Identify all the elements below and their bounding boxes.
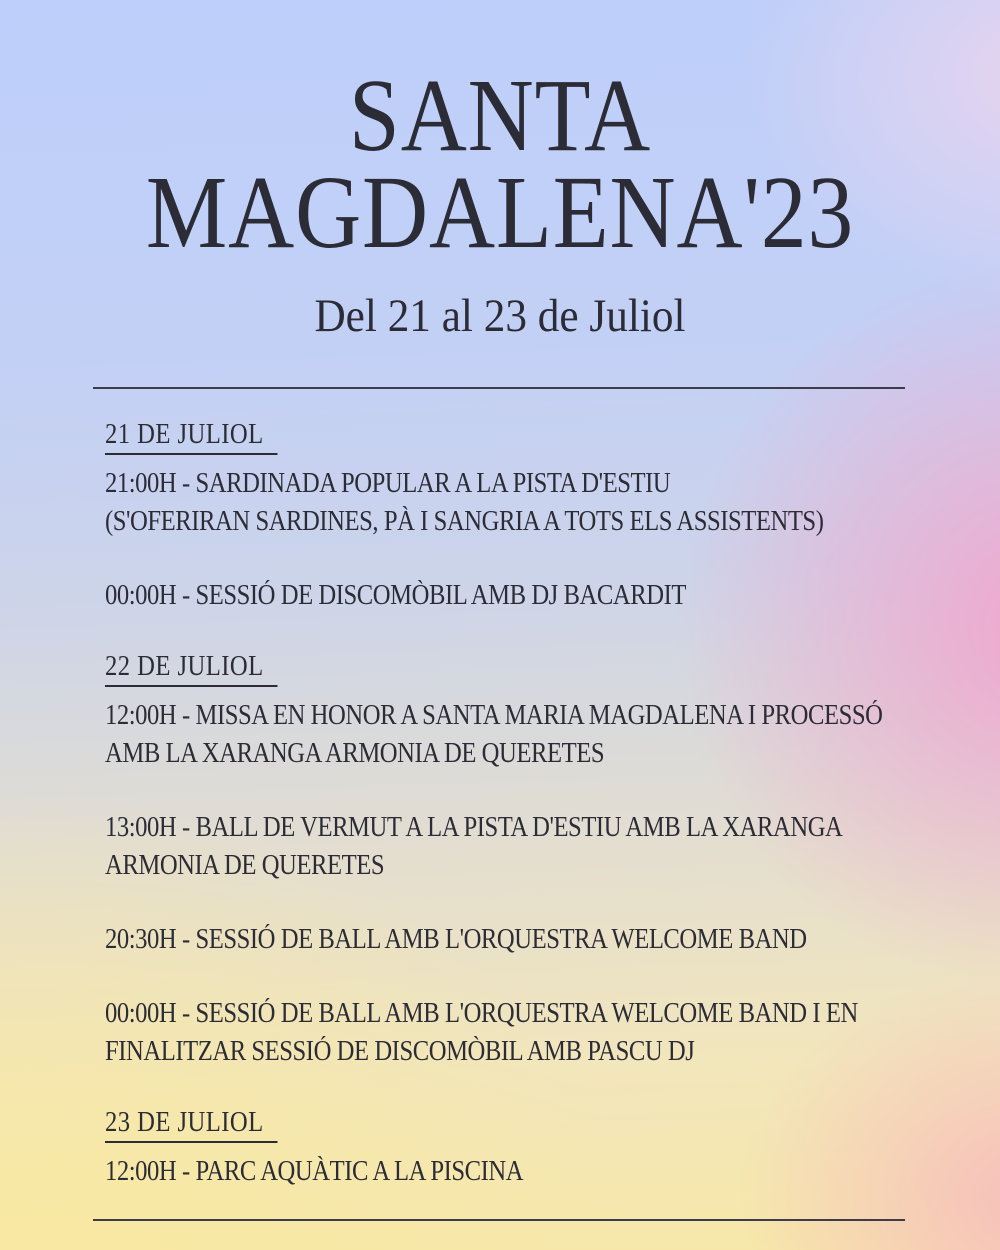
event-item bbox=[105, 809, 1000, 885]
day-section bbox=[105, 1107, 1000, 1191]
event-item bbox=[105, 995, 1000, 1071]
event-line: FINALITZAR SESSIÓ DE DISCOMÒBIL AMB PASCU DJ bbox=[105, 1036, 695, 1068]
day-section bbox=[105, 651, 1000, 1071]
event-line: AMB LA XARANGA ARMONIA DE QUERETES bbox=[105, 738, 605, 770]
event-item bbox=[105, 921, 1000, 959]
event-item bbox=[105, 577, 1000, 615]
event-line: 12:00H - PARC AQUÀTIC A LA PISCINA bbox=[105, 1156, 524, 1188]
title-line-1: SANTA bbox=[348, 58, 652, 173]
day-heading: 22 DE JULIOL bbox=[105, 651, 278, 687]
event-item bbox=[105, 465, 1000, 541]
poster-title bbox=[60, 58, 940, 270]
event-line: 12:00H - MISSA EN HONOR A SANTA MARIA MAGDALENA I PROCESSÓ bbox=[105, 700, 883, 732]
event-line: 00:00H - SESSIÓ DE BALL AMB L'ORQUESTRA WELCOME BAND I EN bbox=[105, 998, 858, 1030]
event-item bbox=[105, 697, 1000, 773]
event-line: 00:00H - SESSIÓ DE DISCOMÒBIL AMB DJ BACARDIT bbox=[105, 580, 686, 612]
event-line: 13:00H - BALL DE VERMUT A LA PISTA D'ESTIU AMB LA XARANGA bbox=[105, 812, 843, 844]
title-line-2: MAGDALENA'23 bbox=[145, 154, 855, 270]
day-heading: 21 DE JULIOL bbox=[105, 419, 278, 455]
event-line: ARMONIA DE QUERETES bbox=[105, 850, 385, 882]
schedule bbox=[105, 419, 1000, 1191]
event-item bbox=[105, 1153, 1000, 1191]
bottom-divider bbox=[93, 1219, 905, 1221]
event-line: 20:30H - SESSIÓ DE BALL AMB L'ORQUESTRA WELCOME BAND bbox=[105, 924, 807, 956]
poster-header bbox=[0, 0, 1000, 345]
day-section bbox=[105, 419, 1000, 615]
top-divider bbox=[93, 387, 905, 389]
event-line: 21:00H - SARDINADA POPULAR A LA PISTA D'ESTIU bbox=[105, 468, 671, 500]
day-heading: 23 DE JULIOL bbox=[105, 1107, 278, 1143]
date-range-subtitle: Del 21 al 23 de Juliol bbox=[314, 290, 686, 343]
event-line: (S'OFERIRAN SARDINES, PÀ I SANGRIA A TOTS ELS ASSISTENTS) bbox=[105, 506, 824, 538]
